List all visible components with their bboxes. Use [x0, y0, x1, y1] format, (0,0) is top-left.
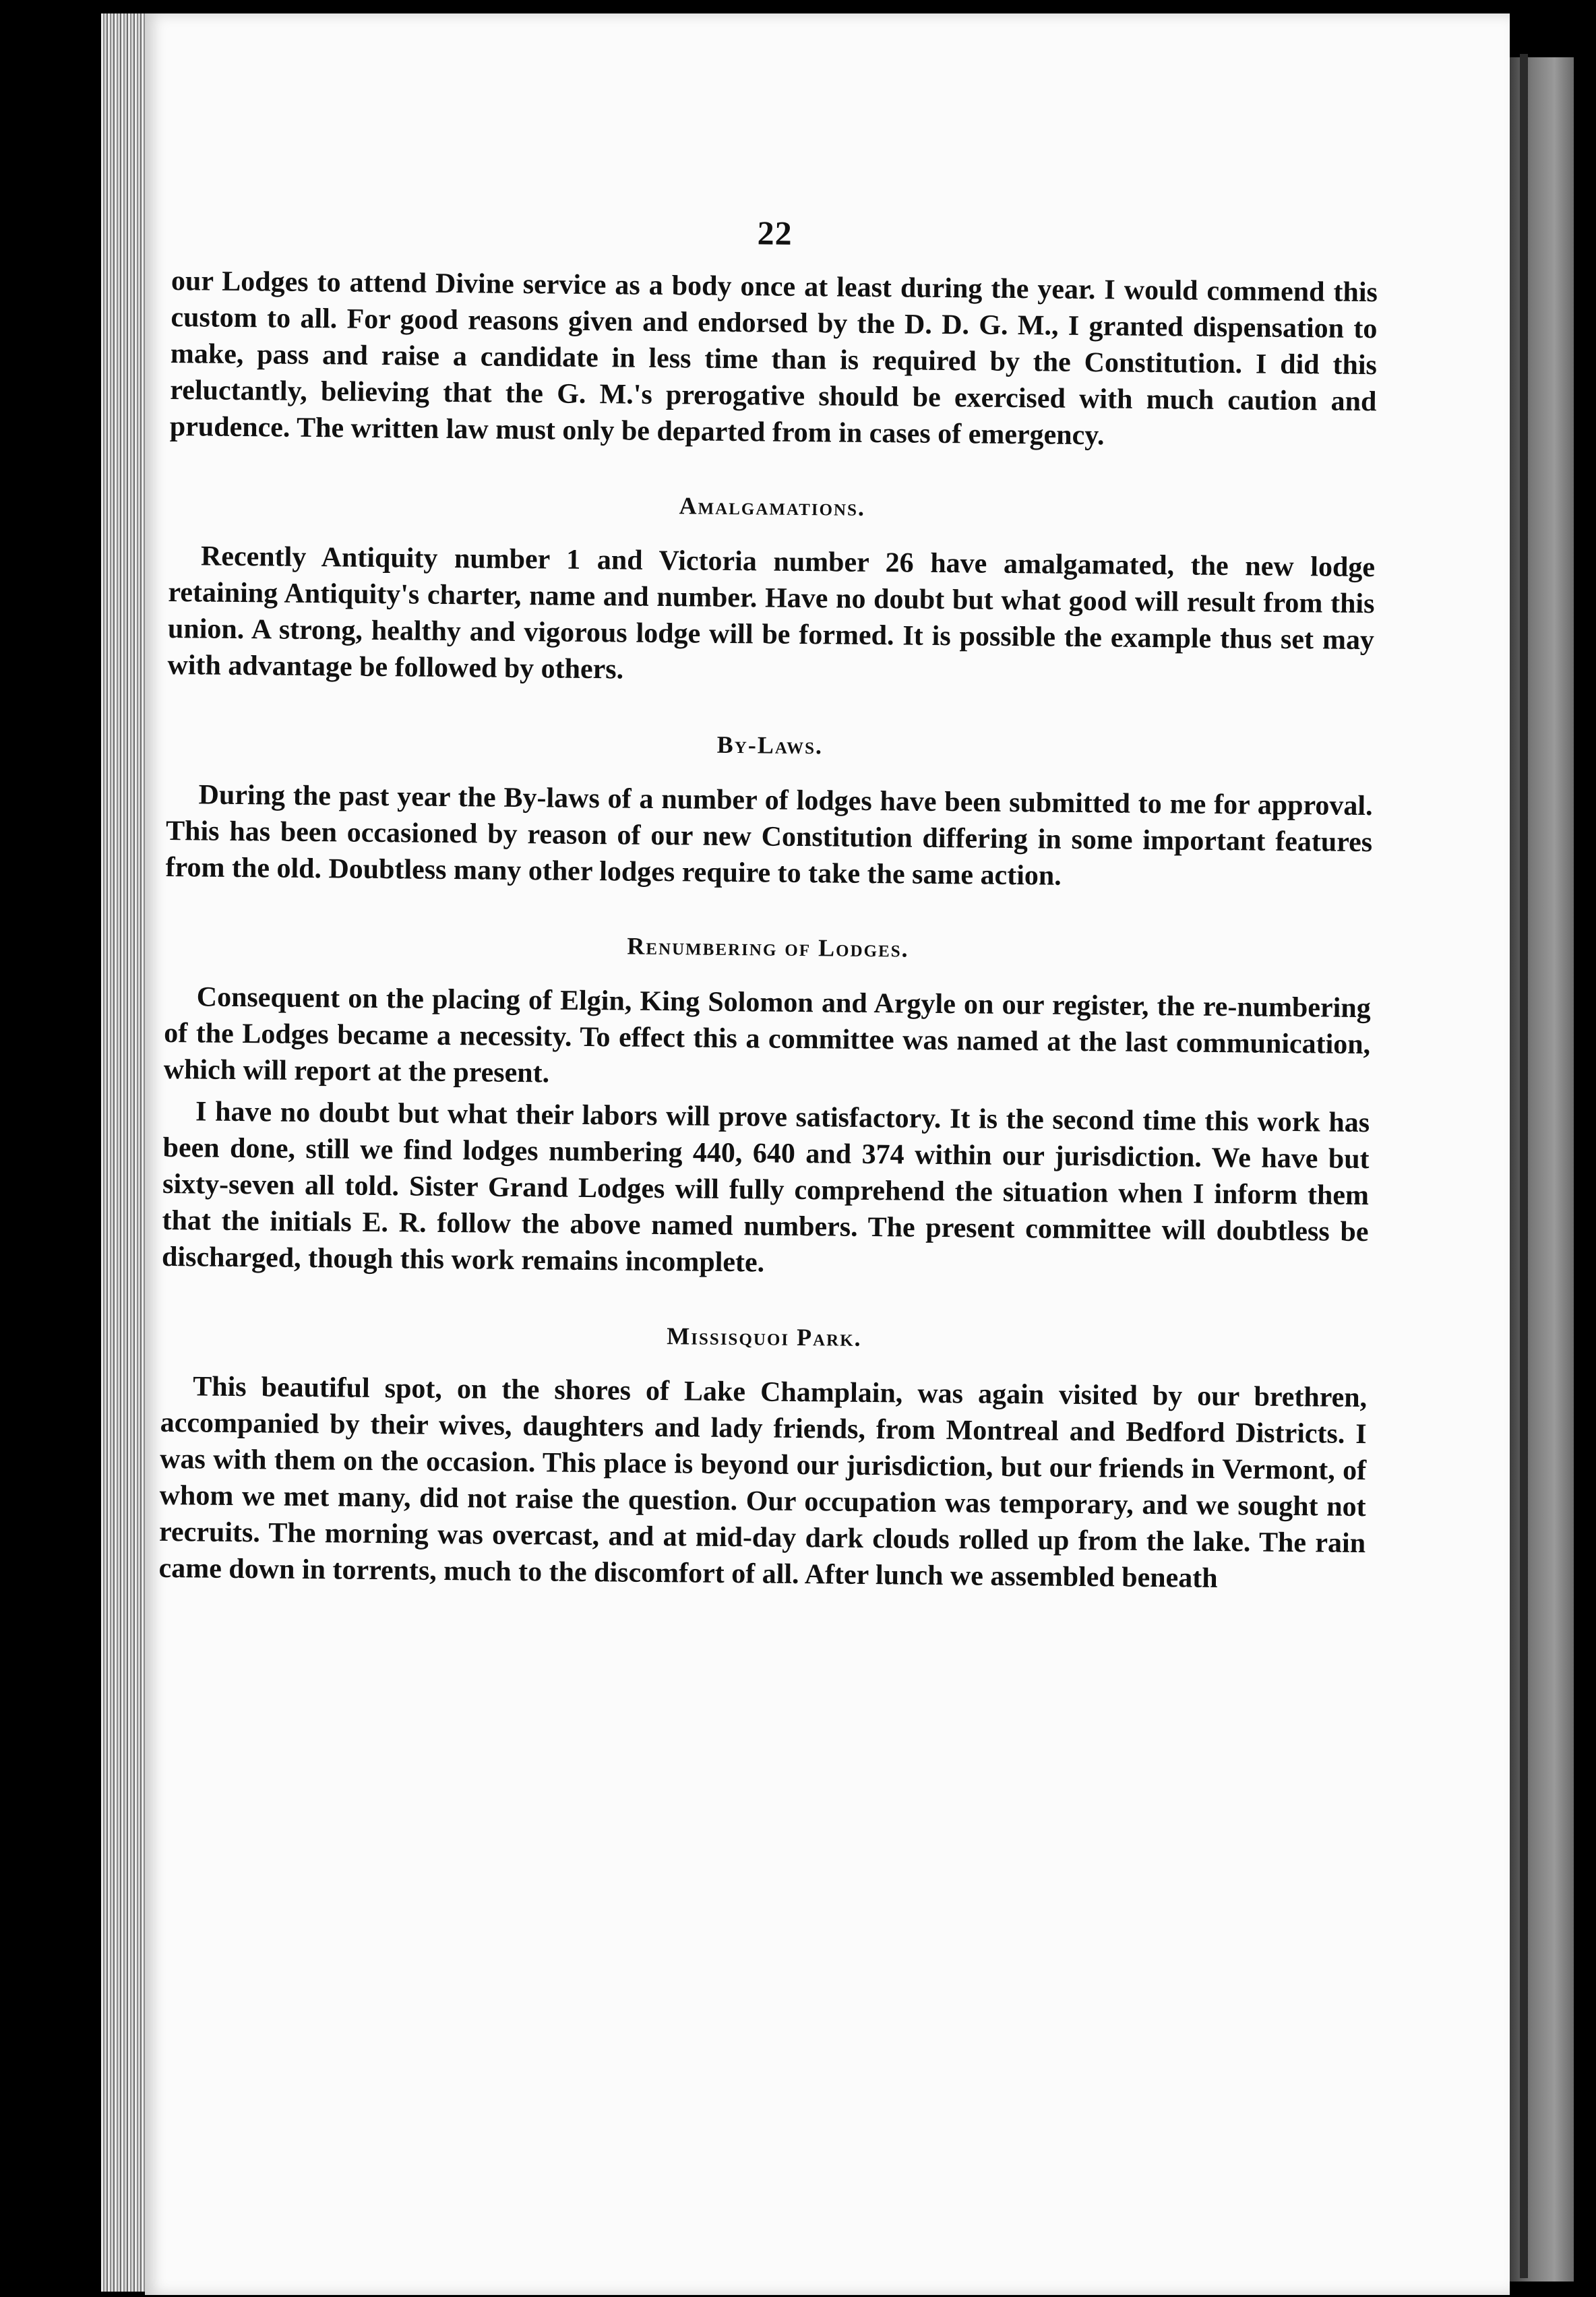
section-heading-missisquoi-park: Missisquoi Park. — [667, 1322, 862, 1351]
page-number: 22 — [757, 214, 793, 252]
amalgamations-paragraph: Recently Antiquity number 1 and Victoria number 26 have amalgamated, the new lodge retaining Antiquity's charter, name and number. Have no doubt but what good will result from this union. A strong, healthy and vigorous lodge will be formed. It is possible the example thus set may with advantage be followed by others. — [167, 541, 1376, 685]
section-heading-by-laws: By-Laws. — [716, 731, 824, 760]
missisquoi-park-paragraph: This beautiful spot, on the shores of Lake Champlain, was again visited by our brethren, accompanied by their wives, daughters and lady friends, from Montreal and Bedford Districts. I was with them on the occasion. This place is beyond our jurisdiction, but our friends in Vermont, of whom we met many, did not raise the question. Our occupation was temporary, and we sought not recruits. The morning was overcast, and at mid-day dark clouds rolled up from the lake. The rain came down in torrents, much to the discomfort of all. After lunch we assembled beneath — [158, 1371, 1368, 1594]
renumbering-paragraph-1: Consequent on the placing of Elgin, King Solomon and Argyle on our register, the re-numbering of the Lodges became a necessity. To effect this a committee was named at the last communication, which will report at the present. — [163, 981, 1371, 1089]
page-gutter-shadow — [1520, 54, 1528, 2278]
section-heading-renumbering: Renumbering of Lodges. — [627, 932, 909, 962]
intro-paragraph: our Lodges to attend Divine service as a body once at least during the year. I would commend this custom to all. For good reasons given and endorsed by the D. D. G. M., I granted dispensation to make, pass and raise a candidate in less time than is required by the Constitution. I did this reluctantly, believing that the G. M.'s prerogative should be exercised with much caution and prudence. The written law must only be departed from in cases of emergency. — [169, 265, 1378, 452]
page-text-block — [158, 209, 1378, 1603]
renumbering-paragraph-2: I have no doubt but what their labors will prove satisfactory. It is the second time this work has been done, still we find lodges numbering 440, 640 and 374 within our jurisdiction. We have but sixty-seven all told. Sister Grand Lodges will fully comprehend the situation when I inform them that the initials E. R. follow the above named numbers. The present committee will doubtless be discharged, though this work remains incomplete. — [161, 1096, 1370, 1279]
book-page-edges — [101, 13, 148, 2292]
by-laws-paragraph: During the past year the By-laws of a number of lodges have been submitted to me for approval. This has been occasioned by reason of our new Constitution differing in some important features from the old. Doubtless many other lodges require to take the same action. — [165, 779, 1373, 892]
section-heading-amalgamations: Amalgamations. — [679, 492, 866, 521]
